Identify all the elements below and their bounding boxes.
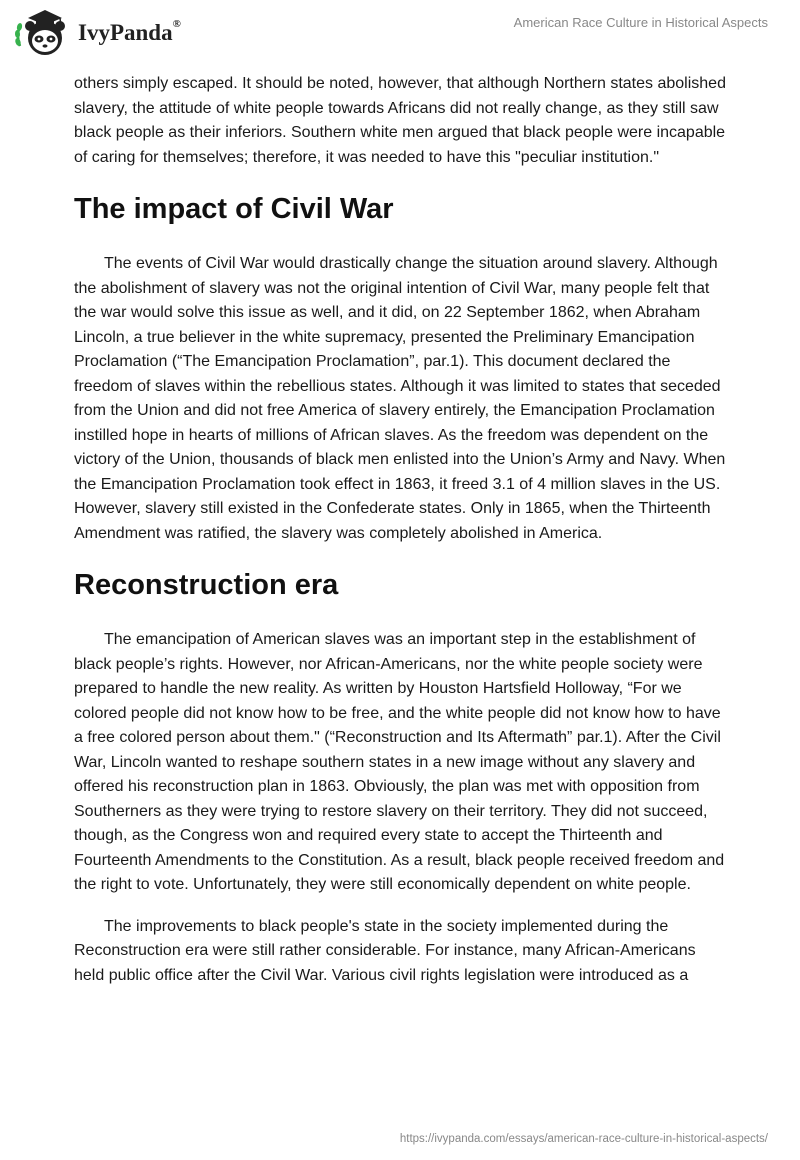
section-heading-reconstruction: Reconstruction era [74,569,339,601]
paragraph: The improvements to black people's state in the society implemented during the Reconstruction era were still rather considerable. For instance, many African-Americans held public office after the Civil War. Various civil rights legislation were introduced as a [74,917,696,984]
paragraph: The events of Civil War would drastically change the situation around slavery. Although the abolishment of slavery was not the original intention of Civil War, many people felt that the war would solve this issue as well, and it did, on 22 September 1862, when Abraham Lincoln, a true believer in the white supremacy, presented the Preliminary Emancipation Proclamation (“The Emancipation Proclamation”, par.1). This document declared the freedom of slaves within the rebellious states. Although it was limited to states that seceded from the Union and did not free America of slavery entirely, the Emancipation Proclamation instilled hope in hearts of millions of African slaves. As the freedom was dependent on the victory of the Union, thousands of black men enlisted into the Union’s Army and Navy. When the Emancipation Proclamation took effect in 1863, it freed 3.1 of 4 million slaves in the US. However, slavery still existed in the Confederate states. Only in 1865, when the Thirteenth Amendment was ratified, the slavery was completely abolished in America. [74,255,726,542]
footer-url[interactable]: https://ivypanda.com/essays/american-race-culture-in-historical-aspects/ [399,1133,768,1145]
ivypanda-logo-icon[interactable] [14,6,76,58]
brand-name[interactable]: IvyPanda® [78,18,181,45]
document-title: American Race Culture in Historical Aspects [513,15,768,30]
section-heading-civil-war: The impact of Civil War [74,193,394,225]
paragraph: The emancipation of American slaves was an important step in the establishment of black people’s rights. However, nor African-Americans, nor the white people society were prepared to handle the new reality. As written by Houston Hartsfield Holloway, “For we colored people did not know how to be free, and the white people did not know how to have a free colored person about them." (“Reconstruction and Its Aftermath” par.1). After the Civil War, Lincoln wanted to reshape southern states in a new image without any slavery and offered his reconstruction plan in 1863. Obviously, the plan was met with opposition from Southerners as they were trying to restore slavery on their territory. They did not succeed, though, as the Congress won and required every state to accept the Thirteenth and Fourteenth Amendments to the Constitution. As a result, black people received freedom and the right to vote. Unfortunately, they were still economically dependent on white people. [74,631,725,893]
essay-content [74,72,726,1005]
intro-paragraph: others simply escaped. It should be noted, however, that although Northern states abolished slavery, the attitude of white people towards Africans did not really change, as they still saw black people as their inferiors. Southern white men argued that black people were incapable of caring for themselves; therefore, it was needed to have this "peculiar institution." [74,75,726,166]
page-header [0,0,800,70]
